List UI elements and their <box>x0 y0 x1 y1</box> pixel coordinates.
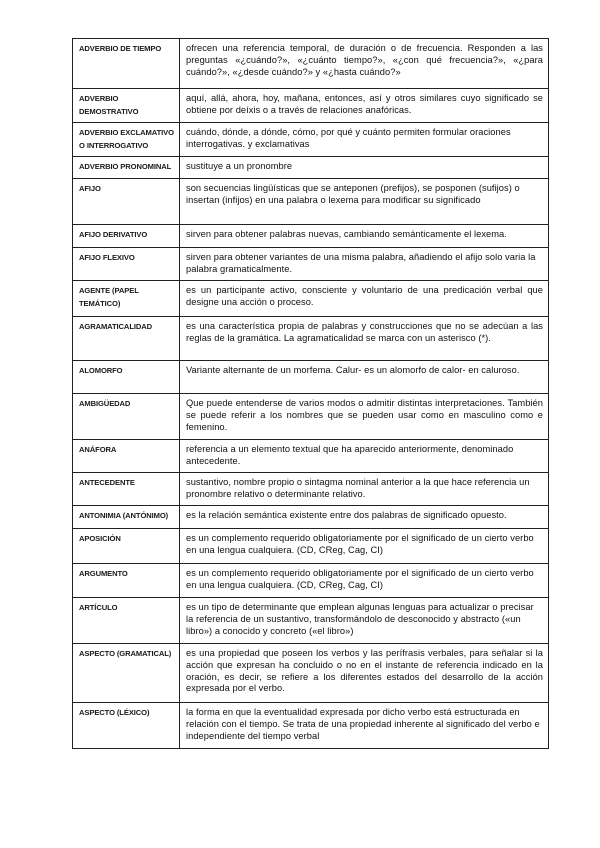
glossary-definition: sustituye a un pronombre <box>180 157 549 179</box>
glossary-row <box>73 473 549 506</box>
glossary-term: ADVERBIO DEMOSTRATIVO <box>73 89 180 123</box>
glossary-definition: es un complemento requerido obligatoriamente por el significado de un cierto verbo en una lengua cualquiera. (CD, CReg, Cag, CI) <box>180 529 549 564</box>
glossary-term: ANTECEDENTE <box>73 473 180 506</box>
glossary-definition: sirven para obtener palabras nuevas, cambiando semánticamente el lexema. <box>180 225 549 248</box>
glossary-definition: Variante alternante de un morfema. Calur- es un alomorfo de calor- en caluroso. <box>180 361 549 394</box>
glossary-term: ALOMORFO <box>73 361 180 394</box>
glossary-row <box>73 157 549 179</box>
glossary-term: ANTONIMIA (ANTÓNIMO) <box>73 506 180 529</box>
glossary-term: APOSICIÓN <box>73 529 180 564</box>
glossary-definition: cuándo, dónde, a dónde, cómo, por qué y cuánto permiten formular oraciones interrogativas. y exclamativas <box>180 123 549 157</box>
glossary-definition: es una característica propia de palabras y construcciones que no se adecúan a las reglas de la gramática. La agramaticalidad se marca con un asterisco (*). <box>180 317 549 361</box>
glossary-definition: sirven para obtener variantes de una misma palabra, añadiendo el afijo solo varia la palabra gramaticalmente. <box>180 248 549 281</box>
glossary-term: ADVERBIO DE TIEMPO <box>73 39 180 89</box>
glossary-row <box>73 39 549 89</box>
glossary-row <box>73 317 549 361</box>
glossary-term: ARTÍCULO <box>73 598 180 644</box>
glossary-definition: es una propiedad que poseen los verbos y las perífrasis verbales, para señalar si la acción que expresan ha concluido o no en el instante de referencia indicado en la oración, es decir, se refiere a los diferentes estados del desarrollo de la acción expresada por el verbo. <box>180 644 549 703</box>
glossary-row <box>73 564 549 598</box>
glossary-row <box>73 529 549 564</box>
glossary-term: ANÁFORA <box>73 440 180 473</box>
glossary-definition: es la relación semántica existente entre dos palabras de significado opuesto. <box>180 506 549 529</box>
glossary-term: ASPECTO (GRAMATICAL) <box>73 644 180 703</box>
glossary-term: ARGUMENTO <box>73 564 180 598</box>
glossary-row <box>73 123 549 157</box>
glossary-definition: es un participante activo, consciente y voluntario de una predicación verbal que designe una acción o proceso. <box>180 281 549 317</box>
glossary-row <box>73 361 549 394</box>
glossary-row <box>73 703 549 749</box>
glossary-term: AFIJO DERIVATIVO <box>73 225 180 248</box>
glossary-row <box>73 506 549 529</box>
glossary-term: AMBIGÜEDAD <box>73 394 180 440</box>
glossary-definition: aquí, allá, ahora, hoy, mañana, entonces, así y otros similares cuyo significado se obtiene por deíxis o a través de relaciones anafóricas. <box>180 89 549 123</box>
glossary-definition: sustantivo, nombre propio o sintagma nominal anterior a la que hace referencia un pronombre relativo o determinante relativo. <box>180 473 549 506</box>
glossary-row <box>73 225 549 248</box>
glossary-row <box>73 440 549 473</box>
glossary-definition: es un tipo de determinante que emplean algunas lenguas para actualizar o precisar la referencia de un sustantivo, transformándolo de desconocido y abstracto («un libro») a conocido y concreto («el libro») <box>180 598 549 644</box>
glossary-term: ADVERBIO EXCLAMATIVO O INTERROGATIVO <box>73 123 180 157</box>
glossary-definition: son secuencias lingüísticas que se anteponen (prefijos), se posponen (sufijos) o insertan (infijos) en una palabra o lexema para modificar su significado <box>180 179 549 225</box>
glossary-row <box>73 394 549 440</box>
glossary-row <box>73 89 549 123</box>
glossary-term: AFIJO <box>73 179 180 225</box>
glossary-row <box>73 598 549 644</box>
glossary-definition: es un complemento requerido obligatoriamente por el significado de un cierto verbo en una lengua cualquiera. (CD, CReg, Cag, CI) <box>180 564 549 598</box>
glossary-definition: ofrecen una referencia temporal, de duración o de frecuencia. Responden a las preguntas «¿cuándo?», «¿cuánto tiempo?», «¿con qué frecuencia?», «¿para cuándo?», «¿desde cuándo?» y «¿hasta cuándo?» <box>180 39 549 89</box>
glossary-term: AFIJO FLEXIVO <box>73 248 180 281</box>
glossary-row <box>73 644 549 703</box>
glossary-definition: referencia a un elemento textual que ha aparecido anteriormente, denominado antecedente. <box>180 440 549 473</box>
glossary-definition: la forma en que la eventualidad expresada por dicho verbo está estructurada en relación con el tiempo. Se trata de una propiedad inherente al significado del verbo e independiente del tiempo verbal <box>180 703 549 749</box>
glossary-term: ASPECTO (LÉXICO) <box>73 703 180 749</box>
glossary-row <box>73 281 549 317</box>
glossary-term: AGRAMATICALIDAD <box>73 317 180 361</box>
glossary-definition: Que puede entenderse de varios modos o admitir distintas interpretaciones. También se puede referir a los nombres que se pueden usar como en masculino como e femenino. <box>180 394 549 440</box>
glossary-table <box>72 38 549 749</box>
glossary-row <box>73 248 549 281</box>
glossary-term: ADVERBIO PRONOMINAL <box>73 157 180 179</box>
glossary-row <box>73 179 549 225</box>
glossary-term: AGENTE (PAPEL TEMÁTICO) <box>73 281 180 317</box>
